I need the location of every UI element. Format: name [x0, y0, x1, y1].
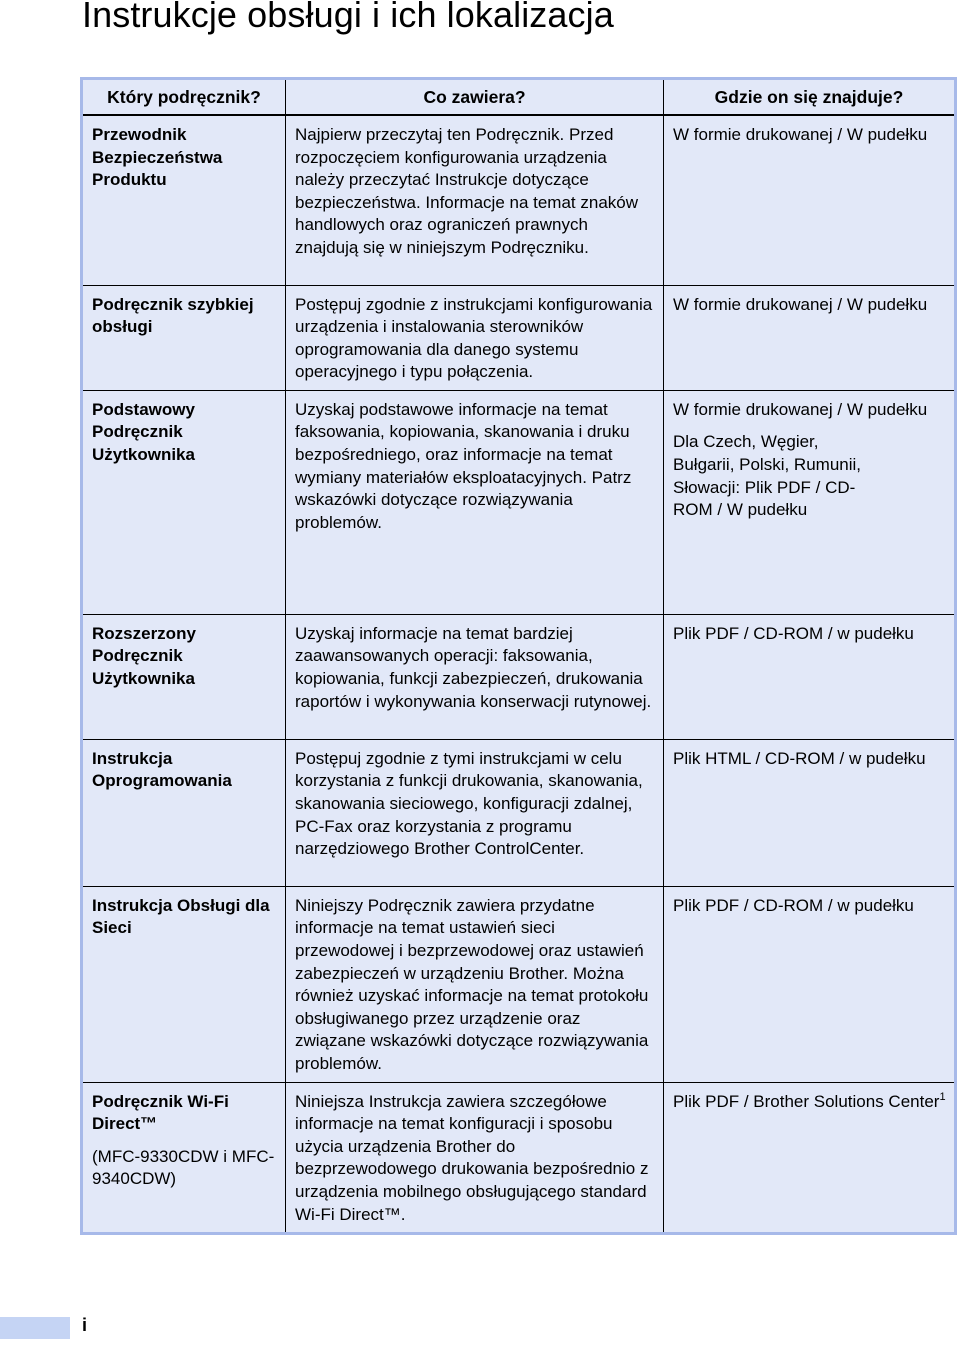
location-text: Plik PDF / CD-ROM / w pudełku — [673, 895, 914, 915]
footnote-marker: 1 — [939, 1090, 946, 1103]
manual-name-text: Podręcznik Wi-Fi Direct™ — [92, 1091, 229, 1134]
table-row — [82, 115, 956, 285]
location-text: Plik PDF / CD-ROM / w pudełku — [673, 623, 914, 643]
location-text: Plik HTML / CD-ROM / w pudełku — [673, 748, 926, 768]
table-row — [82, 614, 956, 739]
header-location: Gdzie on się znajduje? — [664, 79, 956, 116]
manual-name: Podstawowy Podręcznik Użytkownika — [82, 390, 286, 614]
page-number: i — [82, 1315, 88, 1335]
header-which-manual: Który podręcznik? — [82, 79, 286, 116]
manual-name: Przewodnik Bezpieczeństwa Produktu — [82, 115, 286, 285]
location-text: W formie drukowanej / W pudełku — [673, 125, 928, 144]
manual-location — [664, 614, 956, 739]
manual-name: Instrukcja Obsługi dla Sieci — [82, 886, 286, 1082]
manual-content: Postępuj zgodnie z instrukcjami konfigurowania urządzenia i instalowania sterowników oprogramowania dla danego systemu operacyjnego i typu połączenia. — [286, 285, 664, 390]
manual-name: Rozszerzony Podręcznik Użytkownika — [82, 614, 286, 739]
manual-location — [664, 1082, 956, 1234]
manuals-table — [80, 77, 957, 1235]
model-note: (MFC-9330CDW i MFC-9340CDW) — [92, 1146, 275, 1189]
manual-content: Niniejsza Instrukcja zawiera szczegółowe informacje na temat konfiguracji i sposobu użycia urządzenia Brother do bezprzewodowego drukowania bezpośrednio z urządzenia mobilnego obsługującego standard Wi-Fi Direct™. — [286, 1082, 664, 1234]
manual-location — [664, 390, 956, 614]
manual-content: Niniejszy Podręcznik zawiera przydatne informacje na temat ustawień sieci przewodowej i bezprzewodowej oraz ustawień zabezpieczeń w urządzeniu Brother. Można również uzyskać informacje na temat protokołu obsługiwanego przez urządzenie oraz związane wskazówki dotyczące rozwiązywania problemów. — [286, 886, 664, 1082]
manual-content: Uzyskaj podstawowe informacje na temat faksowania, kopiowania, skanowania i druku bezpośredniego, oraz informacje na temat wymiany materiałów eksploatacyjnych. Patrz wskazówki dotyczące rozwiązywania problemów. — [286, 390, 664, 614]
manual-name: Instrukcja Oprogramowania — [82, 739, 286, 886]
manual-name — [82, 1082, 286, 1234]
page-tab-marker — [0, 1317, 70, 1339]
manual-location — [664, 886, 956, 1082]
manual-content: Postępuj zgodnie z tymi instrukcjami w celu korzystania z funkcji drukowania, skanowania, skanowania sieciowego, konfiguracji zdalnej, PC-Fax oraz korzystania z programu narzędziowego Brother ControlCenter. — [286, 739, 664, 886]
page-title: Instrukcje obsługi i ich lokalizacja — [82, 0, 614, 35]
table-row — [82, 886, 956, 1082]
location-extra: Dla Czech, Węgier, Bułgarii, Polski, Rumunii, Słowacji: Plik PDF / CD-ROM / W pudełku — [673, 432, 862, 520]
table-row — [82, 1082, 956, 1234]
location-text: W formie drukowanej / W pudełku — [673, 399, 928, 419]
table-header-row — [82, 79, 956, 116]
table-row — [82, 390, 956, 614]
location-text: W formie drukowanej / W pudełku — [673, 294, 928, 314]
manual-location — [664, 115, 956, 285]
manual-location — [664, 285, 956, 390]
manual-location — [664, 739, 956, 886]
location-text: Plik PDF / Brother Solutions Center — [673, 1091, 940, 1111]
table-row — [82, 285, 956, 390]
header-contents: Co zawiera? — [286, 79, 664, 116]
table-row — [82, 739, 956, 886]
manual-content: Uzyskaj informacje na temat bardziej zaawansowanych operacji: faksowania, kopiowania, funkcji zabezpieczeń, drukowania raportów i wykonywania konserwacji rutynowej. — [286, 614, 664, 739]
manual-content: Najpierw przeczytaj ten Podręcznik. Przed rozpoczęciem konfigurowania urządzenia należy przeczytać Instrukcje dotyczące bezpieczeństwa. Informacje na temat znaków handlowych oraz ograniczeń prawnych znajdują się w niniejszym Podręczniku. — [286, 115, 664, 285]
manual-name: Podręcznik szybkiej obsługi — [82, 285, 286, 390]
